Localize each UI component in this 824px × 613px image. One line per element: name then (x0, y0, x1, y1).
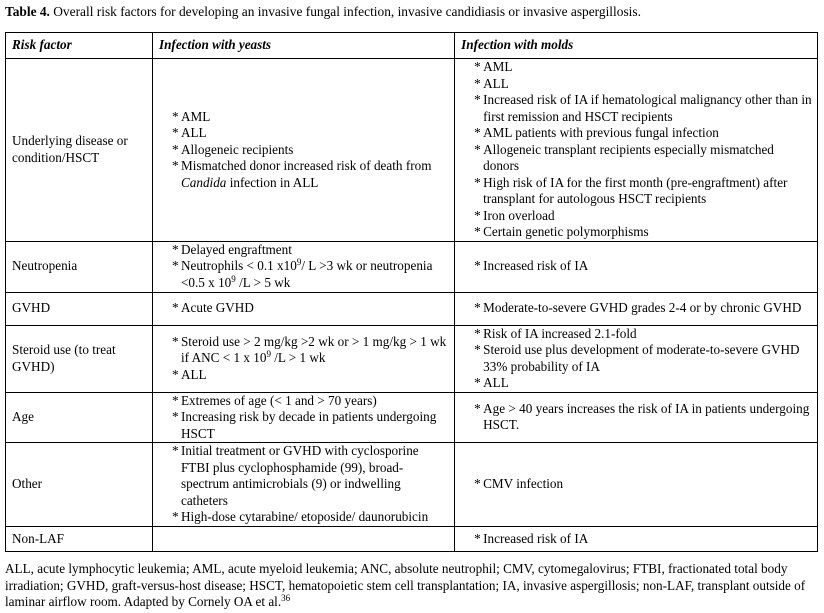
list-item: * High-dose cytarabine/ etoposide/ daunorubicin (171, 509, 429, 525)
risk-factor-cell: GVHD (6, 292, 153, 325)
molds-cell (455, 292, 818, 325)
yeasts-list (159, 300, 450, 317)
molds-list (461, 326, 813, 392)
table-row (6, 292, 818, 325)
risk-factor-cell: Underlying disease or condition/HSCT (6, 59, 153, 242)
list-item: * Extremes of age (< 1 and > 70 years) (171, 392, 377, 408)
list-item: * Initial treatment or GVHD with cyclosporine FTBI plus cyclophosphamide (99), broad-spectrum antimicrobials (9) or indwelling catheters (171, 443, 419, 508)
list-item: * Steroid use plus development of moderate-to-severe GVHD 33% probability of IA (474, 342, 800, 374)
molds-list (461, 531, 813, 548)
list-item: * CMV infection (474, 476, 564, 492)
list-item: * Allogeneic recipients (171, 141, 294, 157)
yeasts-list (159, 393, 450, 443)
table-body (6, 59, 818, 552)
list-item: * Increasing risk by decade in patients undergoing HSCT (171, 409, 437, 441)
yeasts-list (159, 242, 450, 292)
yeasts-list (159, 443, 450, 526)
table-caption (5, 4, 820, 20)
list-item: * Steroid use > 2 mg/kg >2 wk or > 1 mg/kg > 1 wk if ANC < 1 x $10^9$ /L > 1 wk (171, 333, 447, 366)
molds-cell (455, 325, 818, 392)
header-yeasts: Infection with yeasts (152, 33, 454, 59)
caption-label: Table 4. (5, 4, 50, 19)
table-row (6, 59, 818, 242)
list-item: * Risk of IA increased 2.1-fold (474, 325, 637, 341)
list-item: * Mismatched donor increased risk of death from Candida infection in ALL (171, 158, 432, 190)
table-row (6, 392, 818, 443)
footnote-reference: 36 (281, 593, 291, 603)
risk-factor-cell: Non-LAF (6, 527, 153, 552)
list-item: * Allogeneic transplant recipients especially mismatched donors (474, 141, 774, 173)
risk-factor-cell: Other (6, 443, 153, 527)
list-item: * AML (171, 108, 211, 124)
table-row (6, 241, 818, 292)
list-item: * Delayed engraftment (171, 241, 292, 257)
list-item: * Acute GVHD (171, 300, 254, 316)
molds-list (461, 258, 813, 275)
risk-factor-cell: Steroid use (to treat GVHD) (6, 325, 153, 392)
risk-factor-table (5, 32, 818, 552)
list-item: * ALL (474, 75, 509, 91)
molds-list (461, 401, 813, 434)
molds-cell (455, 241, 818, 292)
risk-factor-cell: Age (6, 392, 153, 443)
list-item: * High risk of IA for the first month (pre-engraftment) after transplant for autologous HSCT recipients (474, 174, 788, 206)
list-item: * AML patients with previous fungal infection (474, 125, 719, 140)
yeasts-cell (152, 292, 454, 325)
list-item: * ALL (474, 375, 509, 390)
yeasts-list (159, 109, 450, 192)
caption-text: Overall risk factors for developing an invasive fungal infection, invasive candidiasis or invasive aspergillosis. (53, 4, 641, 19)
list-item: * Increased risk of IA (474, 530, 589, 546)
molds-cell (455, 59, 818, 242)
molds-list (461, 300, 813, 317)
list-item: * AML (474, 59, 513, 74)
molds-list (461, 476, 813, 493)
header-risk-factor: Risk factor (6, 33, 153, 59)
list-item: * Neutrophils < 0.1 $x10^9/$ L >3 wk or neutropenia <0.5 x $10^9$ /L > 5 wk (171, 257, 433, 290)
yeasts-cell (152, 59, 454, 242)
list-item: * Age > 40 years increases the risk of IA in patients undergoing HSCT. (474, 400, 810, 433)
molds-cell (455, 527, 818, 552)
table-row (6, 443, 818, 527)
footnote-text: ALL, acute lymphocytic leukemia; AML, acute myeloid leukemia; ANC, absolute neutrophil; CMV, cytomegalovirus; FTBI, fractionated total body irradiation; GVHD, graft-versus-host disease; HSCT, hematopoietic stem cell transplantation; IA, invasive aspergillosis; non-LAF, transplant outside of laminar airflow room. Adapted by Cornely OA et al. (5, 561, 806, 609)
list-item: * Increased risk of IA if hematological malignancy other than in first remission and HSCT recipients (474, 92, 812, 124)
header-molds: Infection with molds (455, 33, 818, 59)
yeasts-list (159, 334, 450, 384)
list-item: * Moderate-to-severe GVHD grades 2-4 or by chronic GVHD (474, 300, 802, 316)
list-item: * ALL (171, 125, 207, 140)
risk-factor-cell: Neutropenia (6, 241, 153, 292)
list-item: * ALL (171, 366, 207, 382)
yeasts-cell (152, 392, 454, 443)
yeasts-cell (152, 325, 454, 392)
list-item: * Iron overload (474, 207, 555, 223)
list-item: * Increased risk of IA (474, 258, 589, 274)
yeasts-cell (152, 443, 454, 527)
molds-cell (455, 443, 818, 527)
table-header-row (6, 33, 818, 59)
list-item: * Certain genetic polymorphisms (474, 224, 649, 239)
yeasts-cell (152, 527, 454, 552)
molds-list (461, 59, 813, 241)
table-footnote (5, 561, 817, 611)
yeasts-cell (152, 241, 454, 292)
table-row (6, 325, 818, 392)
table-row (6, 527, 818, 552)
molds-cell (455, 392, 818, 443)
